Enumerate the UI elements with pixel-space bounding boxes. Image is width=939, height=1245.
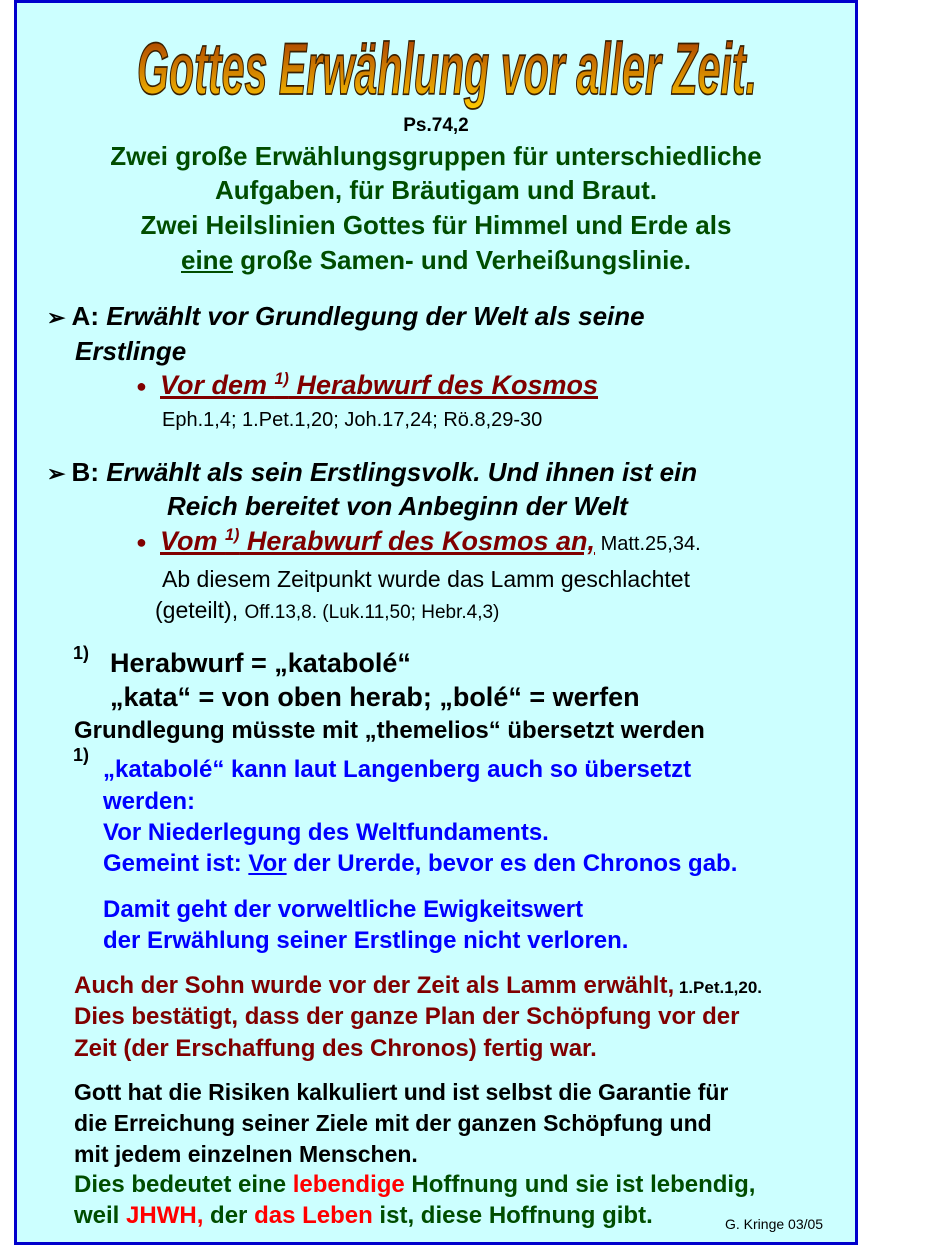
gott-line: die Erreichung seiner Ziele mit der ganzen Schöpfung und bbox=[74, 1110, 712, 1136]
note-line: „kata“ = von oben herab; „bolé“ = werfen bbox=[110, 682, 640, 712]
note-blue-line: Gemeint ist: Vor der Urerde, bevor es den Chronos gab. bbox=[103, 850, 738, 877]
intro-line: Zwei große Erwählungsgruppen für unterschiedliche bbox=[110, 141, 762, 171]
point-b-cont: Reich bereitet von Anbeginn der Welt bbox=[167, 491, 628, 521]
sohn-line: Dies bestätigt, dass der ganze Plan der Schöpfung vor der bbox=[74, 1003, 740, 1030]
bullet-icon: ● bbox=[136, 532, 147, 552]
arrow-bullet-icon: ➢ bbox=[47, 461, 72, 486]
note-line: Grundlegung müsste mit „themelios“ übersetzt werden bbox=[74, 717, 705, 744]
arrow-bullet-icon: ➢ bbox=[47, 305, 72, 330]
footnote-marker: 1) bbox=[73, 643, 90, 663]
gott-line: Gott hat die Risiken kalkuliert und ist selbst die Garantie für bbox=[74, 1079, 729, 1105]
note-blue-line: der Erwählung seiner Erstlinge nicht verloren. bbox=[103, 927, 629, 954]
sohn-line: Auch der Sohn wurde vor der Zeit als Lamm erwählt, 1.Pet.1,20. bbox=[74, 972, 763, 999]
point-b-text: (geteilt), Off.13,8. (Luk.11,50; Hebr.4,3) bbox=[155, 597, 500, 623]
point-a: ➢ A: Erwählt vor Grundlegung der Welt als seine bbox=[47, 301, 645, 331]
point-a-refs: Eph.1,4; 1.Pet.1,20; Joh.17,24; Rö.8,29-30 bbox=[162, 409, 543, 431]
bullet-icon: ● bbox=[136, 376, 147, 396]
title-wordart bbox=[127, 11, 767, 111]
slide bbox=[14, 0, 858, 1245]
footnote-marker: 1) bbox=[73, 745, 90, 765]
point-a-bullet: ● Vor dem $^{1)}$ Herabwurf des Kosmos bbox=[136, 370, 599, 400]
point-b-bullet: ● Vom $^{1)}$ Herabwurf des Kosmos an, Matt.25,34. bbox=[136, 526, 701, 556]
note-line: Herabwurf = „katabolé“ bbox=[110, 648, 411, 678]
note-blue-line: Vor Niederlegung des Weltfundaments. bbox=[103, 819, 549, 846]
point-b-text: Ab diesem Zeitpunkt wurde das Lamm geschlachtet bbox=[162, 566, 690, 592]
author-credit: G. Kringe 03/05 bbox=[725, 1216, 824, 1232]
intro-line: Aufgaben, für Bräutigam und Braut. bbox=[215, 175, 657, 205]
note-blue-line: werden: bbox=[103, 788, 196, 815]
note-blue-line: Damit geht der vorweltliche Ewigkeitswert bbox=[103, 896, 584, 923]
point-a-cont: Erstlinge bbox=[75, 336, 187, 366]
sohn-line: Zeit (der Erschaffung des Chronos) fertig war. bbox=[74, 1035, 597, 1062]
intro-line: Zwei Heilslinien Gottes für Himmel und Erde als bbox=[140, 210, 732, 240]
note-blue-line: „katabolé“ kann laut Langenberg auch so übersetzt bbox=[103, 756, 692, 783]
intro-line: eine große Samen- und Verheißungslinie. bbox=[181, 245, 691, 275]
gott-line: mit jedem einzelnen Menschen. bbox=[74, 1141, 418, 1167]
hope-line: weil JHWH, der das Leben ist, diese Hoffnung gibt. bbox=[74, 1202, 653, 1229]
psalm-reference: Ps.74,2 bbox=[403, 115, 469, 136]
point-b: ➢ B: Erwählt als sein Erstlingsvolk. Und ihnen ist ein bbox=[47, 457, 698, 487]
hope-line: Dies bedeutet eine lebendige Hoffnung und sie ist lebendig, bbox=[74, 1171, 756, 1198]
svg-text:Gottes Erwählung vor aller Zei: Gottes Erwählung vor aller Zeit. bbox=[137, 27, 757, 110]
